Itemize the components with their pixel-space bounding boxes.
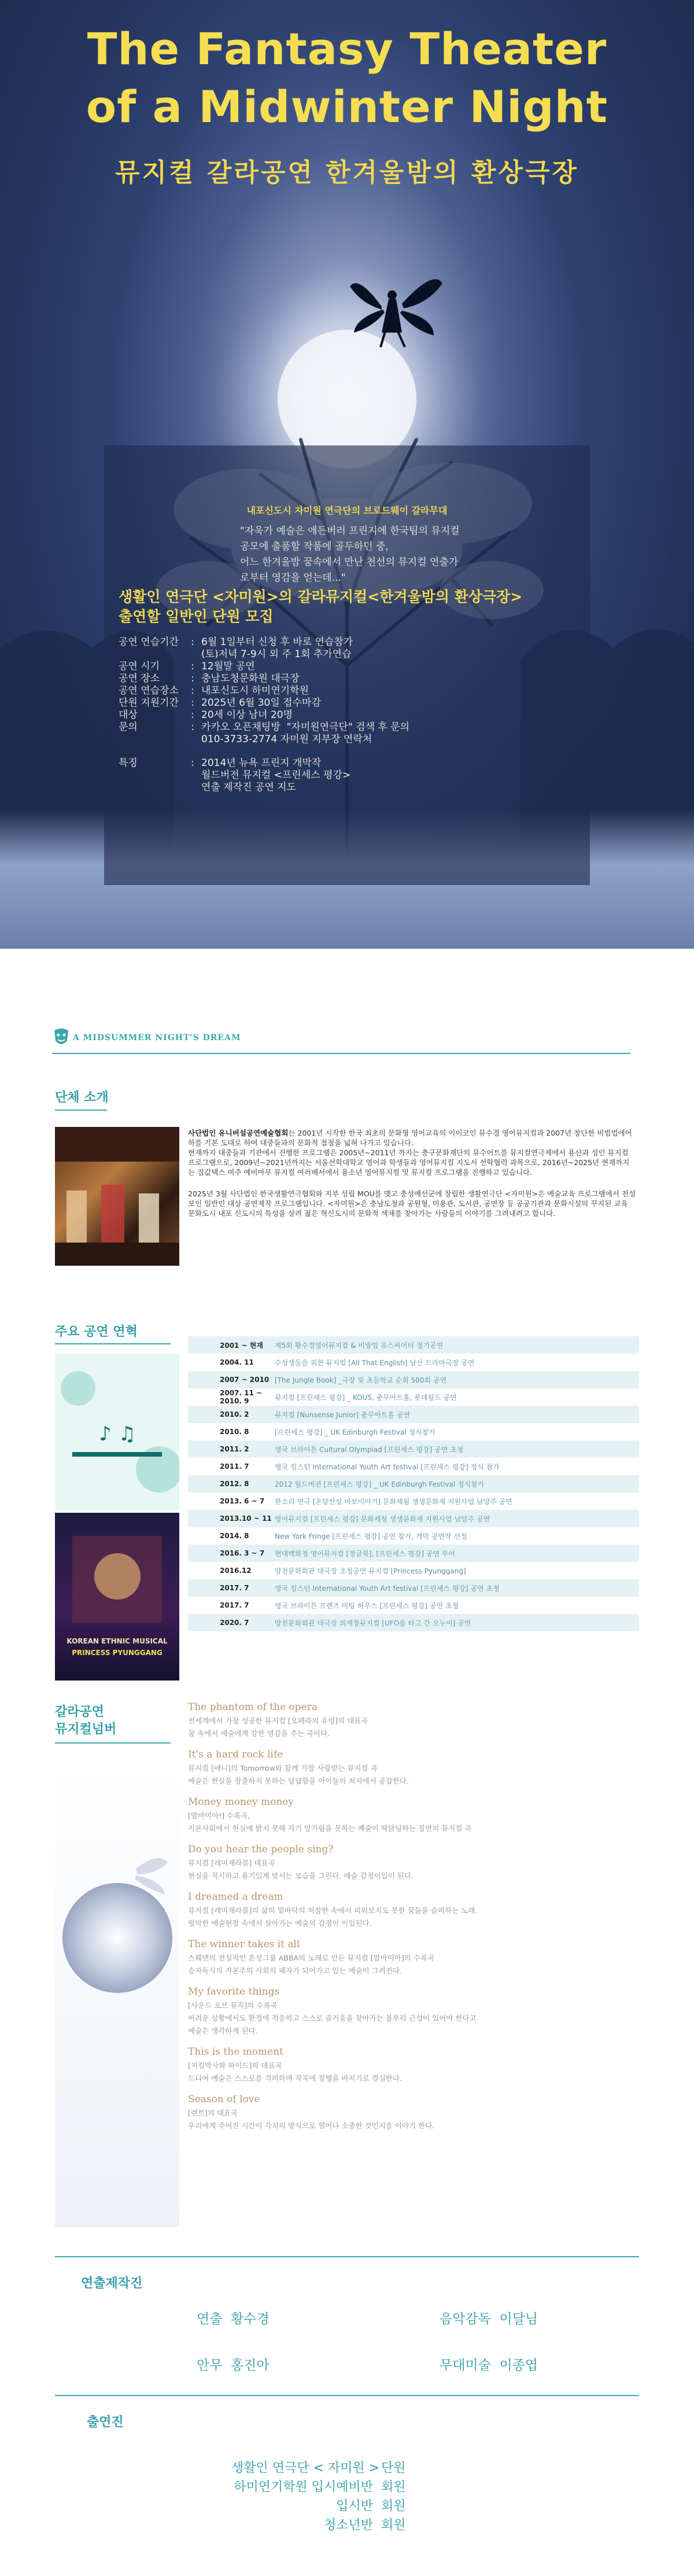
- info-colon: :: [191, 636, 194, 648]
- cast-role: 회원: [381, 2518, 406, 2533]
- cast-group: 입시반: [336, 2499, 373, 2514]
- info-value: 12월말 공연: [201, 661, 255, 672]
- quote-line: 어느 한겨울밤 꿈속에서 만난 천선의 뮤지컬 연출가: [240, 557, 459, 568]
- recruit-panel: [104, 445, 590, 885]
- info-colon: :: [191, 673, 194, 684]
- theater-mask-icon: [52, 1027, 71, 1049]
- poster-glyph: ♪ ♫: [98, 1422, 136, 1446]
- production-role: 음악감독: [440, 2312, 491, 2327]
- gala-title-line: 갈라공연: [55, 1705, 105, 1719]
- history-desc: New York Fringe [프린세스 평강] 공연 참가, 개막 공연작 선정: [275, 1532, 467, 1541]
- history-desc: 뮤지컬 [Nunsense Junior] 충무아트홀 공연: [275, 1410, 410, 1419]
- recruit-heading: [119, 587, 593, 627]
- production-name: 황수경: [231, 2312, 270, 2327]
- song-title: I dreamed a dream: [188, 1891, 283, 1903]
- history-desc: 영국 킹스턴 International Youth Art festival [프린세스 평강] 정식 참가: [275, 1462, 500, 1471]
- history-year: 2011. 7: [220, 1462, 249, 1471]
- song-item: [188, 2044, 604, 2085]
- divider: [55, 1343, 171, 1344]
- production-name: 이종엽: [499, 2358, 538, 2373]
- info-row: [119, 757, 581, 769]
- production-title: 연출제작진: [81, 2276, 143, 2291]
- recruit-line2: 출연할 일반인 단원 모집: [119, 608, 274, 625]
- cast-row: [231, 2516, 532, 2535]
- info-row: [119, 673, 581, 685]
- song-line: 우리에게 주어진 시간이 각지의 방식으로 떨어나 소중한 것인지를 이야기 한다.: [188, 2121, 435, 2130]
- info-row: [119, 734, 581, 746]
- production-role: 안무: [197, 2358, 223, 2373]
- info-row: [119, 636, 581, 648]
- song-item: [188, 1984, 604, 2037]
- info-value: 010-3733-2774 자미원 지부장 연락처: [201, 734, 372, 745]
- intro-paragraph: [188, 1128, 636, 1177]
- panel-heading: 내포신도시 자미원 연극단의 브로드웨이 갈라무대: [246, 505, 448, 516]
- info-key: 공연 연습기간: [119, 636, 179, 648]
- history-desc: 한소리 연극 [온달산성 바보이야기] 문화채됨 생생문화재 지원사업 남양주 공연: [275, 1497, 512, 1506]
- song-title: The winner takes it all: [188, 1939, 300, 1950]
- stage-photo-art: [55, 1127, 179, 1266]
- info-row: [119, 782, 581, 794]
- recruit-info-list: [119, 636, 581, 794]
- production-name: 이달님: [499, 2312, 538, 2327]
- history-year: 2014. 8: [220, 1532, 249, 1540]
- history-row: [188, 1510, 639, 1527]
- poster-ondal-art: [55, 1354, 179, 1510]
- song-line: 예술은 생각하게 된다.: [188, 2026, 258, 2035]
- info-key: 단원 지원기간: [119, 697, 179, 709]
- song-line: 어려운 상황에서도 환경에 적응하고 스스로 즐거움을 찾아가는 볼투리 근성이 있어야 한다고: [188, 2014, 477, 2022]
- history-row: [188, 1597, 639, 1614]
- info-value: 연출 제작진 공연 지도: [201, 782, 297, 793]
- info-key: [119, 734, 191, 746]
- history-title: 주요 공연 연혁: [55, 1325, 138, 1339]
- song-line: [렌트]의 대표곡: [188, 2109, 238, 2117]
- song-line: 뮤지컬 [애니]의 Tomorrow와 함께 가장 사랑받는 뮤지컬 곡: [188, 1764, 378, 1772]
- history-desc: 양천문화회관 대극장 초청공연 뮤지컬 [Princess Pyunggang]: [275, 1567, 466, 1575]
- history-desc: 영국 브라이튼 Cultural Olympiad [프린세스 평강] 공연 초청: [275, 1445, 464, 1454]
- info-key: 공연 시기: [119, 661, 160, 672]
- info-colon: :: [191, 685, 194, 696]
- history-year: 2017. 7: [220, 1584, 249, 1592]
- history-year: 2011. 2: [220, 1445, 249, 1453]
- info-value: 내포신도시 하미연기학원: [201, 685, 309, 696]
- info-key: 특징: [119, 757, 138, 769]
- cast-list: [231, 2459, 532, 2535]
- hero-title-line2: of a Midwinter Night: [86, 81, 608, 132]
- history-row: [188, 1614, 639, 1631]
- info-value: 카카오 오픈채팅방 "자미원연극단" 검색 후 문의: [201, 721, 410, 733]
- song-line: 뮤지컬 [레미제라블]의 삶의 밑바닥의 처참한 속에서 피워보지도 못한 꿈들을 슬퍼하는 노래.: [188, 1906, 478, 1915]
- song-item: [188, 1747, 604, 1788]
- history-desc: 현대백화점 영어뮤지컬 [정글북], [프린세스 평강] 공연 투어: [275, 1549, 456, 1558]
- poster-subtitle: PRINCESS PYUNGGANG: [72, 1649, 163, 1657]
- brand-text: A MIDSUMMER NIGHT'S DREAM: [73, 1033, 241, 1042]
- song-line: 현실을 직시하고 용기있게 맞서는 모습을 그린다. 예술 감정이입이 된다.: [188, 1871, 414, 1880]
- song-item: [188, 1700, 604, 1740]
- song-line: 스웨덴의 전설적인 혼성그룹 ABBA의 노래로 만든 뮤지컬 [맘마미아]의 수록곡: [188, 1954, 434, 1962]
- gala-title: [55, 1704, 116, 1738]
- info-colon: :: [191, 661, 194, 672]
- song-list: [188, 1700, 604, 2139]
- history-desc: 양천문화회관 대극장 외계창뮤지컬 [UFO를 타고 간 오누이] 공연: [275, 1619, 471, 1627]
- info-key: 대상: [119, 709, 138, 721]
- cast-row: [231, 2478, 532, 2497]
- info-row: [119, 648, 581, 661]
- history-row: [188, 1388, 639, 1406]
- history-row: [188, 1562, 639, 1579]
- song-title: Do you hear the people sing?: [188, 1844, 334, 1855]
- stage-photo: [55, 1127, 179, 1266]
- song-item: [188, 1889, 604, 1930]
- info-row: [119, 709, 581, 721]
- history-year: 2001 ~ 현재: [220, 1341, 263, 1350]
- cast-title: 출연진: [87, 2415, 124, 2430]
- quote-line: 로부터 영감을 얻는데...": [240, 572, 346, 584]
- info-key: 공연 연습장소: [119, 685, 179, 696]
- recruit-line1: 생활인 연극단 <자미원>의 갈라뮤지컬<한겨울밤의 환상극장>: [119, 588, 523, 605]
- song-line: 전세계에서 가장 성공한 뮤지컬 [오페라의 유령]의 대표곡: [188, 1716, 368, 1725]
- history-row: [188, 1406, 639, 1423]
- info-value: 충남도청문화원 대극장: [201, 673, 300, 684]
- song-line: [맘마미아!] 수록곡,: [188, 1811, 250, 1820]
- song-title: The phantom of the opera: [188, 1701, 318, 1713]
- song-line: [사운드 오브 뮤직]의 수록곡: [188, 2001, 278, 2010]
- song-line: 드디어 예술은 스스로를 격려하며 작곡에 점행을 바치기로 결심한다.: [188, 2074, 402, 2083]
- brand-logo: [52, 1027, 241, 1049]
- divider: [55, 2395, 639, 2396]
- info-row: [119, 721, 581, 734]
- production-role: 연출: [197, 2312, 223, 2327]
- production-item: [440, 2308, 538, 2327]
- song-item: [188, 2092, 604, 2132]
- hero-title-line1: The Fantasy Theater: [87, 23, 607, 75]
- intro-text-span: 는 2001년 시작한 한국 최초의 문화형 영어교육의 이이코인 뮤수경 영어뮤지컬과 2007년 창단한 비법법에어하를 기본 도대로 하여 대중들과의 문화적 접점을 넓혀 나가고 있습니다.: [188, 1129, 632, 1147]
- history-row: [188, 1458, 639, 1475]
- history-row: [188, 1440, 639, 1458]
- info-value: 월드버전 뮤지컬 <프린세스 평강>: [201, 769, 351, 781]
- intro-title: 단체 소개: [55, 1090, 109, 1105]
- history-year: 2010. 8: [220, 1428, 249, 1436]
- info-colon: :: [191, 697, 194, 709]
- cast-row: [231, 2497, 532, 2516]
- history-year: 2012. 8: [220, 1480, 249, 1488]
- cast-group: 생활인 연극단 < 자미원 >: [231, 2461, 380, 2475]
- quote-line: "자욱가 예술은 애든버러 프린지에 한국팀의 뮤지컬: [240, 525, 460, 537]
- history-year: 2007 ~ 2010: [220, 1376, 270, 1384]
- history-desc: 제5회 황수경영어뮤지컬 & 비방법 유스씨어터 정기공연: [275, 1341, 444, 1350]
- hero-banner: [0, 0, 694, 949]
- info-value: 20세 이상 남녀 20명: [201, 709, 293, 721]
- history-desc: 영국 브라이튼 프렌즈 미팅 하우스 [프린세스 평강] 공연 초청: [275, 1601, 459, 1610]
- history-table: [188, 1336, 639, 1631]
- info-row: [119, 769, 581, 782]
- moon-fairy-image: [55, 1764, 179, 2227]
- song-title: My favorite things: [188, 1986, 280, 1998]
- production-item: [197, 2354, 270, 2374]
- song-line: 떨막한 예술현장 속에서 살아가는 예술의 감정이 이입된다.: [188, 1919, 372, 1928]
- song-item: [188, 1937, 604, 1977]
- history-desc: 영국 킹스턴 International Youth Art festival [프린세스 평강] 공연 초청: [275, 1584, 500, 1593]
- history-year: 2004. 11: [220, 1358, 254, 1366]
- cast-role: 단원: [381, 2461, 406, 2475]
- intro-paragraph: 2025년 3월 사단법인 한국생활연극협회와 지부 성립 MOU를 맺고 충성예선군에 창립한 생활연극단 <자미원>은 예술교육 프로그램에서 전성보인 일반인 대상 공연제작 프로그램입니다. <자미원>은 충남도청과 공원형, 미용관, 도서관, 공연장 등 공공기관과 문화시설의 꾸지된 교육 문화도시 내포 신도시의 특성을 살려 젊은 혁신도시의 문화적 색채를 찾아가는 사람들의 이야기를 그려내려고 합니다.: [188, 1189, 636, 1218]
- production-item: [440, 2354, 538, 2374]
- song-title: Money money money: [188, 1796, 294, 1808]
- cast-role: 회원: [381, 2480, 406, 2494]
- song-line: 승자독식의 자본주의 사회의 패자가 되어가고 있는 예술이 그려진다.: [188, 1966, 402, 1975]
- intro-text: [188, 1128, 636, 1230]
- info-value: 2014년 뉴욕 프린지 개막작: [201, 757, 322, 769]
- history-desc: 2012 월드버전 [프린세스 평강] _ UK Edinburgh Festival 정식참가: [275, 1480, 485, 1488]
- song-title: This is the moment: [188, 2046, 283, 2058]
- song-item: [188, 1794, 604, 1835]
- divider: [55, 1742, 171, 1744]
- info-value: 2025년 6월 30일 접수마감: [201, 697, 321, 709]
- cast-group: 청소년반: [323, 2518, 373, 2533]
- quote-line: 공모에 출품할 작품에 골두하던 중,: [240, 541, 389, 552]
- history-desc: 수성생들을 위한 뮤지컬 [All That English] 남산 드라마극장 공연: [275, 1358, 475, 1367]
- song-line: [지킬박사와 하이드]의 대표곡: [188, 2061, 282, 2070]
- production-name: 홍진아: [231, 2358, 270, 2373]
- history-row: [188, 1475, 639, 1492]
- history-row: [188, 1579, 639, 1597]
- fairy-icon: [347, 263, 445, 350]
- poster-ondal: [55, 1354, 179, 1510]
- history-desc: [프린세스 평강] _ UK Edinburgh Festival 정식참가: [275, 1428, 435, 1436]
- history-row: [188, 1545, 639, 1562]
- intro-text-span: 현재까지 대중들과 기관에서 진행한 프로그램은 2005년~2011년 까지는 충구문화재단의 뮤수어트를 뮤지컬연극제에서 용산과 성인 뮤지컬 프로그램으로, 2009년~2021년까지는 서울선학대학교 영어과 학생들과 영어뮤지컬 지도서 선학협력 과목으로, 2016년~2025년 현재까지는 집값택스 여주 예비마무 뮤지컬 여러배서에서 용소년 영어뮤지컬 및 뮤지컬 프로그램을 진행하고 있습니다.: [188, 1148, 630, 1177]
- divider: [55, 2256, 639, 2257]
- info-row: [119, 697, 581, 709]
- cast-role: 회원: [381, 2499, 406, 2514]
- poster-princess: [55, 1513, 179, 1681]
- info-colon: :: [191, 757, 194, 769]
- intro-org-name: 사단법인 유니버설공연예술협회: [188, 1129, 289, 1137]
- history-row: [188, 1527, 639, 1545]
- poster-title: KOREAN ETHNIC MUSICAL: [67, 1637, 168, 1645]
- divider: [55, 1110, 107, 1111]
- cast-row: [231, 2459, 532, 2478]
- history-year: 2016.12: [220, 1567, 252, 1575]
- song-item: [188, 1842, 604, 1882]
- info-row: [119, 685, 581, 697]
- history-desc: [The Jungle Book] _극장 및 초등학교 순회 500회 공연: [275, 1376, 447, 1384]
- production-item: [197, 2308, 270, 2327]
- history-year: 2013.10 ~ 11: [220, 1514, 272, 1523]
- info-key: [119, 648, 191, 661]
- moon-fairy-art: [55, 1764, 179, 2227]
- history-desc: 영어뮤지컬 [프린세스 평강] 문화재청 생생문화재 지원사업 남양주 공연: [275, 1514, 490, 1523]
- song-line: 꿈 속에서 예술에게 강한 영감을 주는 곡이다.: [188, 1729, 330, 1738]
- history-row: [188, 1371, 639, 1388]
- info-key: 공연 장소: [119, 673, 160, 684]
- history-row: [188, 1336, 639, 1354]
- history-year: 2013. 6 ~ 7: [220, 1497, 265, 1505]
- production-role: 무대미술: [440, 2358, 491, 2373]
- history-year: 2017. 7: [220, 1601, 249, 1609]
- divider: [52, 1053, 630, 1054]
- gala-title-line: 뮤지컬넘버: [55, 1722, 117, 1737]
- hero-subtitle: 뮤지컬 갈라공연 한겨울밤의 환상극장: [115, 158, 579, 187]
- song-line: 예술은 현실을 장출하지 못하는 답답함을 아이들의 처지에서 공감한다.: [188, 1777, 409, 1785]
- info-key: 문의: [119, 721, 138, 733]
- history-row: [188, 1354, 639, 1371]
- history-year: 2007. 11 ~ 2010. 9: [220, 1389, 263, 1405]
- info-value: (토)저녁 7-9시 외 주 1회 추가연습: [201, 648, 352, 660]
- cast-group: 하미연기학원 입시예비반: [234, 2480, 373, 2494]
- song-title: It's a hard rock life: [188, 1749, 283, 1760]
- history-year: 2010. 2: [220, 1410, 249, 1418]
- info-colon: :: [191, 721, 194, 733]
- info-colon: :: [191, 709, 194, 721]
- story-quote: [240, 524, 564, 586]
- history-year: 2016. 3 ~ 7: [220, 1549, 265, 1557]
- info-row: [119, 661, 581, 673]
- history-row: [188, 1423, 639, 1440]
- history-year: 2020. 7: [220, 1619, 249, 1627]
- info-value: 6월 1일부터 신청 후 바로 연습참가: [201, 636, 353, 648]
- song-line: 뮤지컬 [레미제라블] 대표곡: [188, 1859, 275, 1867]
- history-row: [188, 1492, 639, 1510]
- song-line: 지본사회에서 현실에 밝지 못해 자기 앞가림을 못하는 예술이 딱닭딩하는 장면의 뮤지컬 곡: [188, 1824, 472, 1833]
- history-desc: 뮤지컬 [프린세스 평강] _ KOUS, 충무아트홀, 롯데월드 공연: [275, 1393, 457, 1402]
- song-title: Season of love: [188, 2094, 260, 2105]
